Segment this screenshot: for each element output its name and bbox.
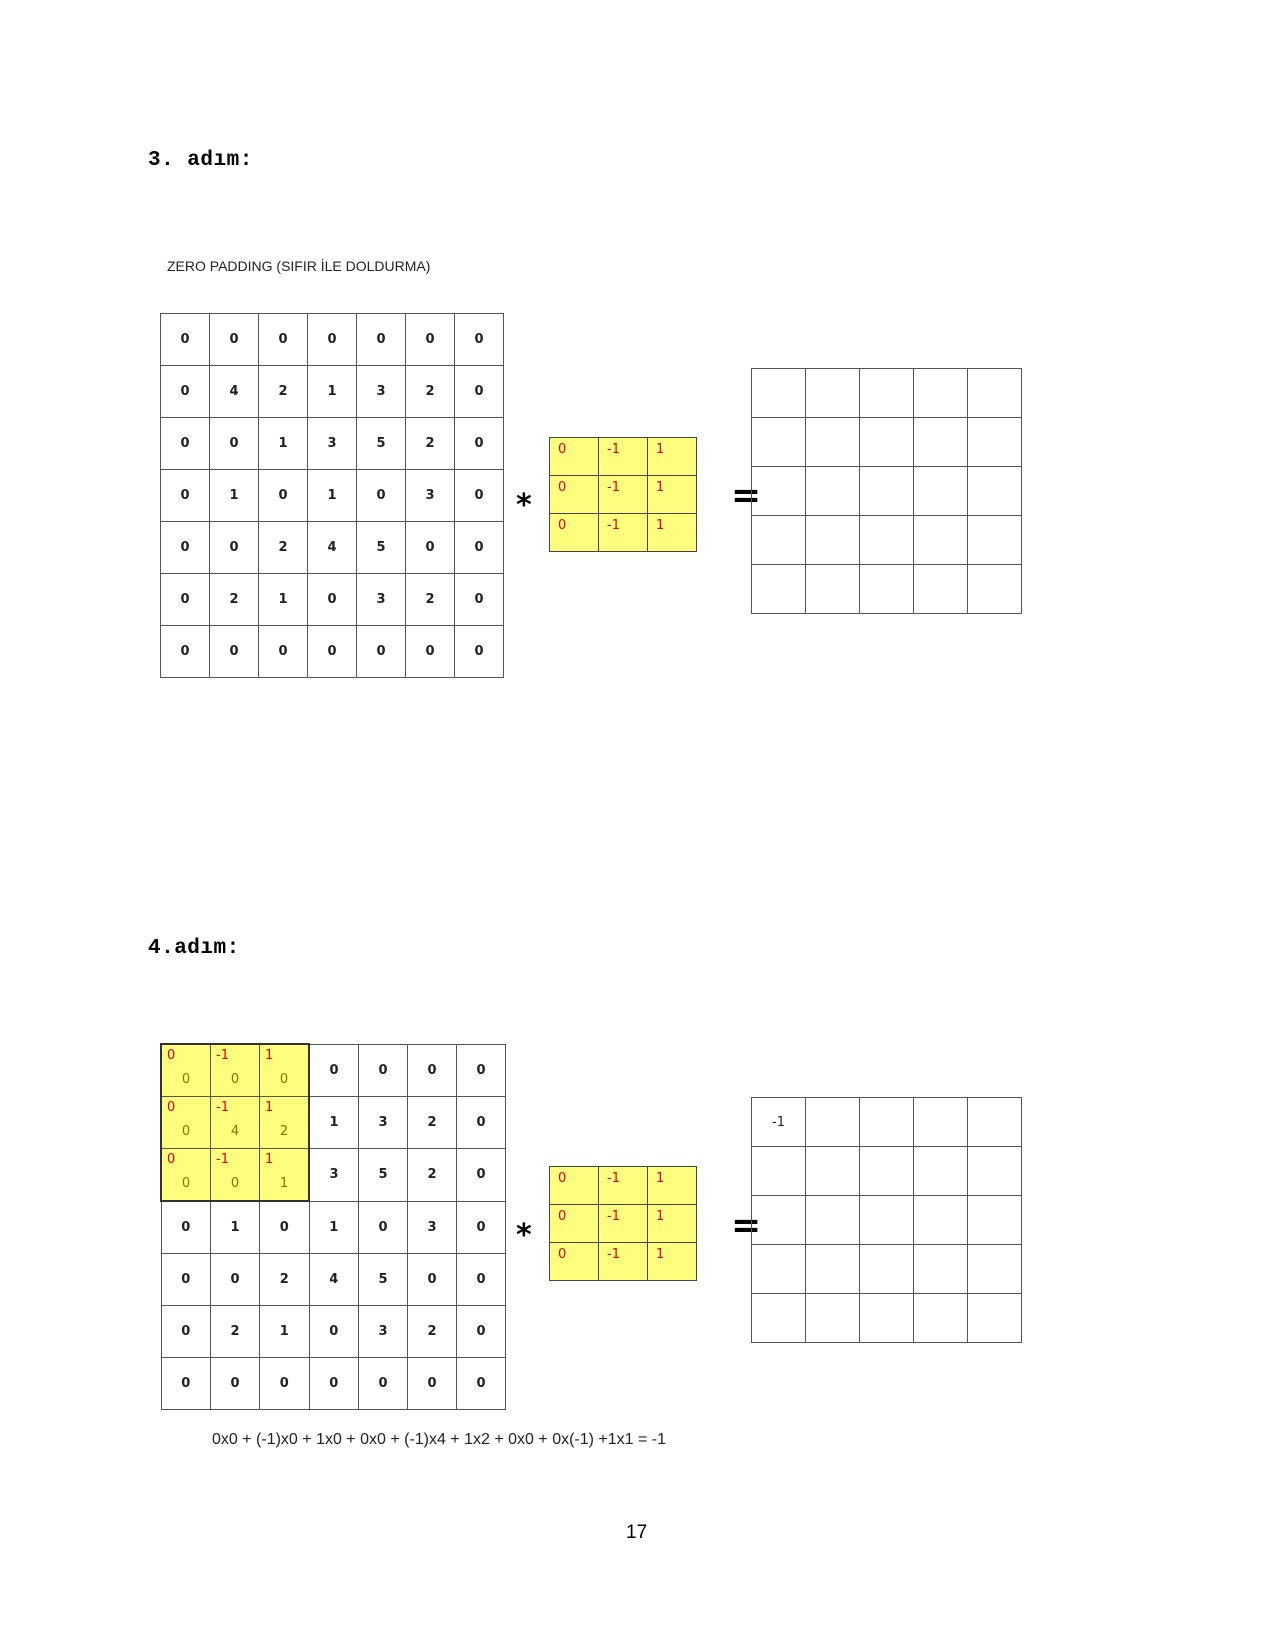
output-cell	[968, 1196, 1022, 1245]
matrix-cell	[161, 1097, 211, 1149]
output-cell	[806, 565, 860, 614]
output-cell	[860, 418, 914, 467]
zero-padding-caption: ZERO PADDING (SIFIR İLE DOLDURMA)	[167, 258, 431, 274]
output-cell	[914, 1147, 968, 1196]
output-cell	[806, 1245, 860, 1294]
matrix-cell: 1	[308, 470, 357, 522]
matrix-cell: 2	[259, 522, 308, 574]
matrix-cell: 1	[309, 1201, 359, 1254]
kernel-cell: -1	[599, 1243, 648, 1281]
matrix-cell: 0	[455, 522, 504, 574]
matrix-cell: 5	[359, 1149, 408, 1202]
output-cell-value	[968, 1294, 1021, 1311]
output-cell-value	[968, 565, 1021, 582]
matrix-cell: 0	[308, 626, 357, 678]
kernel-cell: 1	[648, 514, 697, 552]
matrix-cell: 0	[359, 1044, 408, 1097]
matrix-cell: 3	[359, 1306, 408, 1358]
matrix-cell: 0	[455, 626, 504, 678]
matrix-cell: 0	[457, 1358, 506, 1410]
matrix-cell: 0	[359, 1358, 408, 1410]
output-cell	[860, 1196, 914, 1245]
step3-output-matrix	[751, 368, 1022, 614]
input-value: 4	[230, 1124, 240, 1139]
output-cell-value	[914, 1147, 967, 1164]
matrix-cell: 0	[161, 626, 210, 678]
matrix-row	[161, 1254, 506, 1306]
output-cell	[806, 467, 860, 516]
kernel-overlay-value: -1	[216, 1048, 229, 1063]
matrix-cell: 2	[260, 1254, 310, 1306]
kernel-cell: 1	[648, 438, 697, 476]
output-cell	[860, 467, 914, 516]
output-cell	[860, 1294, 914, 1343]
matrix-cell	[211, 1044, 260, 1097]
matrix-cell: 0	[161, 470, 210, 522]
matrix-cell: 0	[455, 366, 504, 418]
output-cell	[914, 1294, 968, 1343]
matrix-cell: 0	[455, 314, 504, 366]
matrix-row	[752, 1245, 1022, 1294]
matrix-cell: 4	[308, 522, 357, 574]
kernel-cell: 0	[550, 1205, 599, 1243]
kernel-cell: 1	[648, 1167, 697, 1205]
output-cell-value	[806, 1294, 859, 1311]
output-cell	[860, 1245, 914, 1294]
kernel-overlay-value: 0	[167, 1152, 176, 1167]
matrix-cell: 0	[161, 1254, 211, 1306]
output-cell-value	[806, 1147, 859, 1164]
matrix-cell: 0	[457, 1201, 506, 1254]
output-cell-value	[914, 467, 967, 484]
matrix-cell: 0	[455, 574, 504, 626]
matrix-cell: 1	[309, 1097, 359, 1149]
matrix-row	[161, 1097, 506, 1149]
matrix-cell: 0	[309, 1044, 359, 1097]
matrix-cell: 2	[406, 574, 455, 626]
matrix-row	[161, 626, 504, 678]
matrix-cell: 2	[408, 1306, 457, 1358]
matrix-cell: 0	[408, 1254, 457, 1306]
matrix-cell: 0	[406, 626, 455, 678]
output-cell	[752, 369, 806, 418]
matrix-cell: 0	[161, 418, 210, 470]
output-cell	[968, 565, 1022, 614]
matrix-cell: 1	[259, 418, 308, 470]
output-cell-value	[914, 1098, 967, 1115]
output-cell	[968, 369, 1022, 418]
input-value: 0	[230, 1176, 240, 1191]
step3-padded-input-matrix	[160, 313, 504, 678]
output-cell-value	[968, 369, 1021, 386]
step3-equals-sign: =	[731, 475, 762, 516]
matrix-cell: 0	[457, 1097, 506, 1149]
output-cell-value	[968, 1196, 1021, 1213]
output-cell-value	[860, 1196, 913, 1213]
step3-heading: 3. adım:	[148, 149, 253, 172]
matrix-cell: 2	[408, 1097, 457, 1149]
output-cell-value	[752, 565, 805, 582]
kernel-overlay-value: 1	[265, 1100, 274, 1115]
output-cell	[806, 1196, 860, 1245]
output-cell-value	[752, 1196, 805, 1213]
output-cell-value	[914, 1245, 967, 1262]
matrix-cell: 0	[161, 1306, 211, 1358]
output-cell	[914, 1196, 968, 1245]
matrix-cell: 0	[357, 470, 406, 522]
matrix-row	[161, 522, 504, 574]
matrix-row	[550, 438, 697, 476]
matrix-cell: 3	[408, 1201, 457, 1254]
output-cell	[914, 516, 968, 565]
input-value: 0	[181, 1124, 191, 1139]
output-cell	[806, 516, 860, 565]
output-cell-value	[752, 467, 805, 484]
output-cell	[806, 369, 860, 418]
matrix-cell: 0	[357, 314, 406, 366]
matrix-row	[161, 574, 504, 626]
output-cell-value	[860, 369, 913, 386]
step3-kernel-matrix	[549, 437, 697, 552]
output-cell	[914, 467, 968, 516]
matrix-cell: 0	[457, 1254, 506, 1306]
matrix-row	[752, 1098, 1022, 1147]
matrix-cell: 3	[357, 574, 406, 626]
step4-convolution-operator: *	[516, 1218, 532, 1253]
output-cell-value	[860, 1245, 913, 1262]
matrix-cell	[161, 1044, 211, 1097]
output-cell-value	[860, 1098, 913, 1115]
output-cell	[752, 1147, 806, 1196]
kernel-cell: 0	[550, 476, 599, 514]
matrix-cell: 1	[308, 366, 357, 418]
kernel-cell: -1	[599, 438, 648, 476]
matrix-cell: 0	[260, 1201, 310, 1254]
matrix-cell: 1	[259, 574, 308, 626]
kernel-cell: 1	[648, 1205, 697, 1243]
matrix-cell: 0	[309, 1358, 359, 1410]
matrix-row	[550, 476, 697, 514]
output-cell-value	[860, 418, 913, 435]
matrix-cell	[211, 1149, 260, 1202]
output-cell-value	[806, 369, 859, 386]
matrix-cell: 2	[406, 366, 455, 418]
page-number: 17	[626, 1522, 648, 1543]
output-cell	[914, 418, 968, 467]
matrix-cell	[211, 1097, 260, 1149]
matrix-cell: 0	[259, 626, 308, 678]
matrix-row	[161, 1358, 506, 1410]
matrix-cell: 0	[161, 522, 210, 574]
output-cell-value	[968, 467, 1021, 484]
matrix-cell: 0	[408, 1044, 457, 1097]
output-cell	[968, 1245, 1022, 1294]
matrix-cell	[161, 1149, 211, 1202]
matrix-row	[550, 1243, 697, 1281]
step4-padded-input-matrix	[160, 1043, 506, 1410]
output-cell	[860, 516, 914, 565]
output-cell	[806, 1098, 860, 1147]
kernel-cell: 0	[550, 514, 599, 552]
matrix-cell: 0	[406, 314, 455, 366]
matrix-cell	[260, 1097, 310, 1149]
step4-heading: 4.adım:	[148, 937, 240, 960]
matrix-cell: 0	[457, 1149, 506, 1202]
matrix-cell: 2	[408, 1149, 457, 1202]
output-cell	[968, 1098, 1022, 1147]
matrix-row	[161, 1201, 506, 1254]
matrix-cell: 0	[211, 1358, 260, 1410]
step4-kernel-matrix	[549, 1166, 697, 1281]
output-cell	[752, 1294, 806, 1343]
output-cell-value	[806, 1196, 859, 1213]
output-cell	[914, 369, 968, 418]
output-cell	[968, 467, 1022, 516]
matrix-cell: 0	[308, 314, 357, 366]
kernel-overlay-value: 1	[265, 1048, 274, 1063]
matrix-row	[161, 470, 504, 522]
output-cell-value	[806, 565, 859, 582]
input-value: 0	[181, 1176, 191, 1191]
matrix-cell: 0	[161, 366, 210, 418]
output-cell	[752, 467, 806, 516]
matrix-cell: 3	[359, 1097, 408, 1149]
matrix-cell	[260, 1149, 310, 1202]
matrix-cell: 3	[406, 470, 455, 522]
kernel-overlay-value: 1	[265, 1152, 274, 1167]
matrix-cell: 0	[211, 1254, 260, 1306]
output-cell	[968, 418, 1022, 467]
output-cell-value	[806, 1098, 859, 1115]
matrix-cell: 0	[259, 470, 308, 522]
matrix-cell: 0	[161, 574, 210, 626]
output-cell	[968, 1147, 1022, 1196]
matrix-cell: 2	[210, 574, 259, 626]
matrix-cell: 0	[260, 1358, 310, 1410]
output-cell-value	[752, 418, 805, 435]
step4-output-matrix	[751, 1097, 1022, 1343]
output-cell-value	[752, 1294, 805, 1311]
output-cell-value	[752, 369, 805, 386]
kernel-cell: -1	[599, 1167, 648, 1205]
matrix-cell: 5	[357, 522, 406, 574]
kernel-overlay-value: -1	[216, 1100, 229, 1115]
output-cell	[806, 418, 860, 467]
matrix-row	[752, 516, 1022, 565]
kernel-cell: -1	[599, 514, 648, 552]
matrix-cell: 0	[210, 626, 259, 678]
matrix-row	[550, 1167, 697, 1205]
output-cell	[752, 1098, 806, 1147]
output-cell-value	[914, 418, 967, 435]
output-cell-value	[968, 1147, 1021, 1164]
matrix-cell: 0	[308, 574, 357, 626]
output-cell-value	[806, 418, 859, 435]
matrix-cell: 0	[455, 470, 504, 522]
matrix-cell: 2	[259, 366, 308, 418]
output-cell	[752, 565, 806, 614]
matrix-row	[161, 366, 504, 418]
input-value: 2	[279, 1124, 289, 1139]
matrix-cell: 0	[210, 314, 259, 366]
matrix-cell: 5	[357, 418, 406, 470]
output-cell	[914, 1245, 968, 1294]
output-cell	[806, 1294, 860, 1343]
matrix-row	[161, 314, 504, 366]
output-cell-value	[968, 1245, 1021, 1262]
input-value: 1	[279, 1176, 289, 1191]
kernel-cell: -1	[599, 476, 648, 514]
output-cell-value: -1	[772, 1115, 785, 1130]
matrix-row	[752, 1294, 1022, 1343]
output-cell-value	[914, 1196, 967, 1213]
matrix-cell: 1	[210, 470, 259, 522]
matrix-row	[752, 369, 1022, 418]
kernel-cell: 1	[648, 1243, 697, 1281]
output-cell	[860, 1098, 914, 1147]
matrix-cell: 3	[308, 418, 357, 470]
matrix-row	[752, 1196, 1022, 1245]
output-cell	[806, 1147, 860, 1196]
matrix-row	[752, 418, 1022, 467]
output-cell	[860, 369, 914, 418]
output-cell-value	[806, 467, 859, 484]
output-cell-value	[752, 1245, 805, 1262]
matrix-row	[161, 1306, 506, 1358]
step4-equals-sign: =	[731, 1205, 762, 1246]
output-cell	[752, 1196, 806, 1245]
input-value: 0	[181, 1072, 191, 1087]
kernel-overlay-value: 0	[167, 1048, 176, 1063]
output-cell	[914, 565, 968, 614]
matrix-cell: 0	[309, 1306, 359, 1358]
matrix-cell: 0	[161, 1201, 211, 1254]
kernel-cell: 1	[648, 476, 697, 514]
output-cell	[968, 516, 1022, 565]
matrix-cell	[260, 1044, 310, 1097]
matrix-cell: 0	[457, 1306, 506, 1358]
output-cell-value	[752, 516, 805, 533]
matrix-cell: 4	[309, 1254, 359, 1306]
matrix-cell: 1	[260, 1306, 310, 1358]
output-cell-value	[968, 418, 1021, 435]
matrix-row	[161, 418, 504, 470]
kernel-cell: 0	[550, 1167, 599, 1205]
matrix-row	[752, 565, 1022, 614]
matrix-cell: 0	[359, 1201, 408, 1254]
step3-convolution-operator: *	[516, 488, 532, 523]
matrix-cell: 3	[357, 366, 406, 418]
kernel-cell: 0	[550, 438, 599, 476]
output-cell-value	[968, 516, 1021, 533]
matrix-row	[550, 1205, 697, 1243]
output-cell	[860, 1147, 914, 1196]
input-value: 0	[279, 1072, 289, 1087]
kernel-cell: 0	[550, 1243, 599, 1281]
output-cell-value	[860, 1294, 913, 1311]
matrix-cell: 5	[359, 1254, 408, 1306]
output-cell	[752, 516, 806, 565]
matrix-row	[161, 1044, 506, 1097]
output-cell	[914, 1098, 968, 1147]
output-cell-value	[752, 1147, 805, 1164]
output-cell	[752, 418, 806, 467]
output-cell-value	[914, 1294, 967, 1311]
output-cell-value	[806, 1245, 859, 1262]
step4-computation-formula: 0x0 + (-1)x0 + 1x0 + 0x0 + (-1)x4 + 1x2 + 0x0 + 0x(-1) +1x1 = -1	[212, 1431, 667, 1448]
output-cell-value	[968, 1098, 1021, 1115]
matrix-cell: 0	[455, 418, 504, 470]
kernel-overlay-value: -1	[216, 1152, 229, 1167]
matrix-cell: 3	[309, 1149, 359, 1202]
matrix-row	[752, 1147, 1022, 1196]
output-cell	[860, 565, 914, 614]
output-cell-value	[860, 1147, 913, 1164]
output-cell-value	[860, 467, 913, 484]
output-cell-value	[806, 516, 859, 533]
matrix-cell: 0	[457, 1044, 506, 1097]
matrix-cell: 1	[211, 1201, 260, 1254]
matrix-cell: 0	[161, 1358, 211, 1410]
matrix-cell: 0	[210, 418, 259, 470]
matrix-cell: 0	[259, 314, 308, 366]
matrix-cell: 0	[210, 522, 259, 574]
matrix-row	[752, 467, 1022, 516]
matrix-row	[550, 514, 697, 552]
output-cell-value	[914, 565, 967, 582]
output-cell-value	[860, 565, 913, 582]
matrix-cell: 0	[408, 1358, 457, 1410]
matrix-cell: 0	[161, 314, 210, 366]
output-cell	[752, 1245, 806, 1294]
output-cell-value	[860, 516, 913, 533]
matrix-cell: 0	[357, 626, 406, 678]
matrix-cell: 2	[406, 418, 455, 470]
matrix-cell: 2	[211, 1306, 260, 1358]
kernel-overlay-value: 0	[167, 1100, 176, 1115]
kernel-cell: -1	[599, 1205, 648, 1243]
matrix-cell: 4	[210, 366, 259, 418]
matrix-cell: 0	[406, 522, 455, 574]
output-cell-value	[914, 369, 967, 386]
input-value: 0	[230, 1072, 240, 1087]
matrix-row	[161, 1149, 506, 1202]
output-cell	[968, 1294, 1022, 1343]
output-cell-value	[914, 516, 967, 533]
